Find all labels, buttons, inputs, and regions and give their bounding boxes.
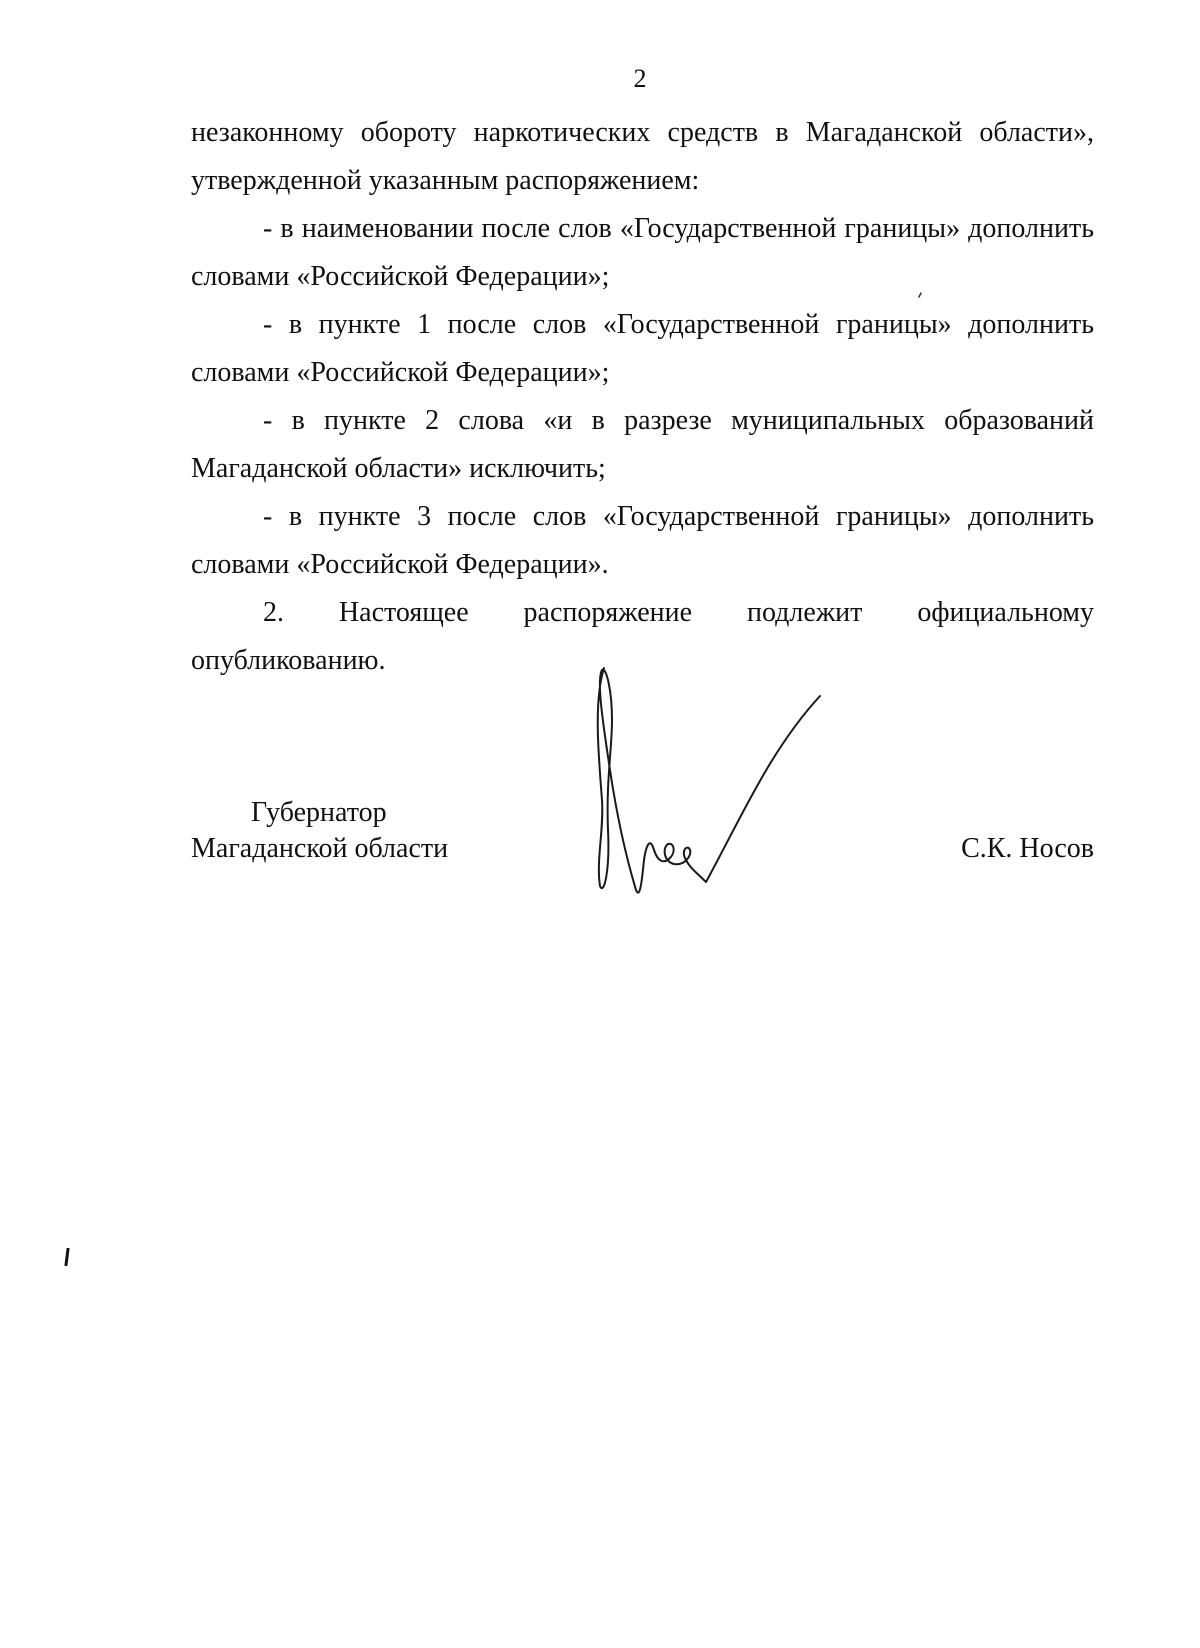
signature-stroke [598, 668, 820, 893]
page-number: 2 [633, 64, 647, 93]
handwritten-signature [590, 660, 850, 920]
signatory-region: Магаданской области [191, 833, 449, 864]
paragraph-item-point-1: - в пункте 1 после слов «Государственной границы» дополнить словами «Российской Федерации»; [191, 309, 1094, 388]
scan-artifact-dot [918, 292, 922, 298]
signatory-name: С.К. Носов [961, 833, 1094, 864]
signatory-title: Губернатор [251, 797, 387, 828]
document-body [191, 109, 1094, 685]
paragraph-item-point-3: - в пункте 3 после слов «Государственной границы» дополнить словами «Российской Федерации». [191, 501, 1094, 580]
paragraph-publication: 2. Настоящее распоряжение подлежит официальному опубликованию. [191, 597, 1094, 676]
paragraph-item-naming: - в наименовании после слов «Государственной границы» дополнить словами «Российской Федерации»; [191, 213, 1094, 292]
paragraph-intro: незаконному обороту наркотических средств в Магаданской области», утвержденной указанным распоряжением: [191, 117, 1094, 196]
paragraph-item-point-2: - в пункте 2 слова «и в разрезе муниципальных образований Магаданской области» исключить; [191, 405, 1094, 484]
scan-artifact-mark [64, 1248, 70, 1266]
